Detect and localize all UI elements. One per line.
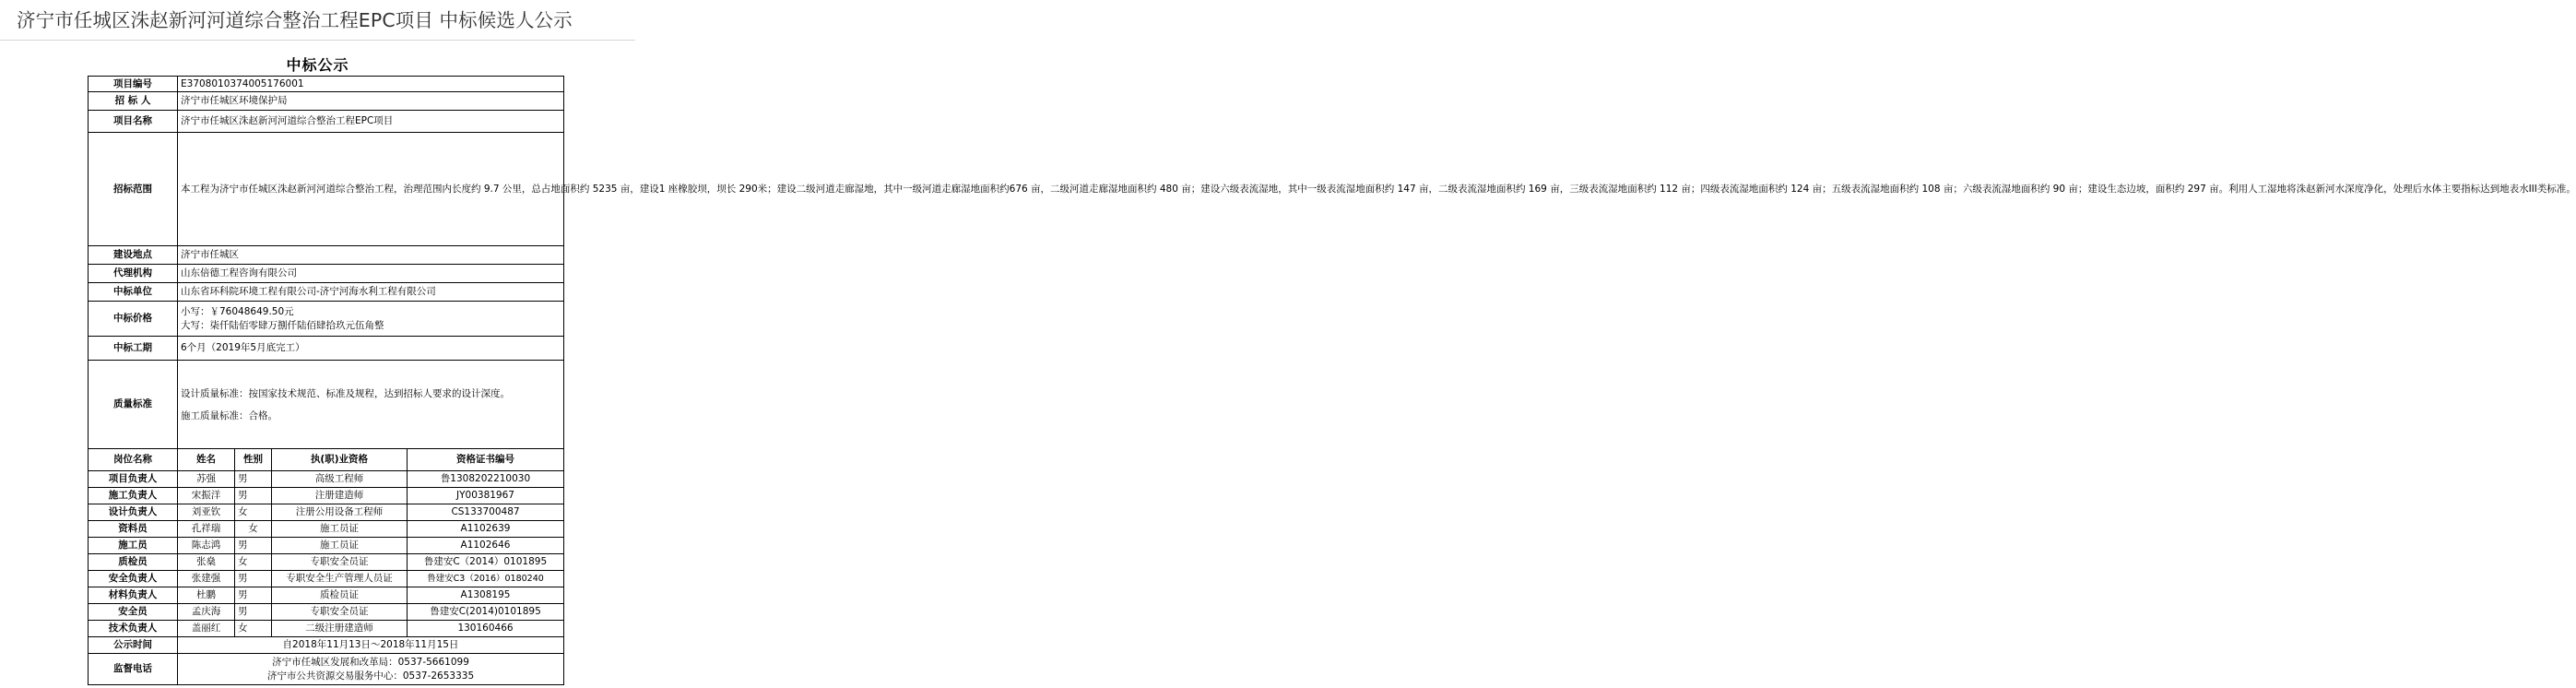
staff-qualification: 专职安全员证 (272, 554, 408, 571)
price-label: 中标价格 (89, 302, 178, 337)
notice-heading: 中标公示 (286, 56, 349, 74)
staff-cert-no: 鲁1308202210030 (408, 471, 564, 488)
staff-cert-no: A1102639 (408, 521, 564, 538)
staff-cert-no: 130160466 (408, 621, 564, 637)
publicity-period-value: 自2018年11月13日～2018年11月15日 (178, 637, 564, 654)
staff-name: 陈志鸿 (178, 538, 235, 554)
staff-row (89, 571, 564, 587)
price-big: 大写：柒仟陆佰零肆万捌仟陆佰肆拾玖元伍角整 (181, 319, 384, 331)
supervision-phone-2: 济宁市公共资源交易服务中心：0537-2653335 (266, 670, 475, 682)
staff-cert-no: JY00381967 (408, 488, 564, 504)
project-no-label: 项目编号 (89, 77, 178, 92)
staff-gender: 女 (235, 621, 272, 637)
staff-cert-no: A1102646 (408, 538, 564, 554)
quality-value (178, 361, 564, 449)
staff-gender: 男 (235, 587, 272, 604)
row-project-no (89, 77, 564, 92)
staff-role: 安全员 (89, 604, 178, 621)
staff-cert-no: 鲁建安C(2014)0101895 (408, 604, 564, 621)
project-name-value: 济宁市任城区洙赵新河河道综合整治工程EPC项目 (178, 111, 564, 133)
staff-cert-no: CS133700487 (408, 504, 564, 521)
staff-name: 张燊 (178, 554, 235, 571)
staff-cert-no: 鲁建安C3（2016）0180240 (408, 571, 564, 587)
staff-header: 姓名 (178, 449, 235, 471)
tenderer-value: 济宁市任城区环境保护局 (178, 92, 564, 111)
winner-label: 中标单位 (89, 283, 178, 302)
staff-row (89, 554, 564, 571)
staff-name: 孔祥瑞 (178, 521, 235, 538)
tenderer-label: 招 标 人 (89, 92, 178, 111)
row-tenderer (89, 92, 564, 111)
row-location (89, 246, 564, 265)
staff-row (89, 471, 564, 488)
project-name-label: 项目名称 (89, 111, 178, 133)
staff-qualification: 注册建造师 (272, 488, 408, 504)
winner-value: 山东省环科院环境工程有限公司-济宁河海水利工程有限公司 (178, 283, 564, 302)
staff-role: 施工负责人 (89, 488, 178, 504)
title-divider (0, 40, 635, 41)
staff-role: 安全负责人 (89, 571, 178, 587)
staff-gender: 女 (235, 521, 272, 538)
staff-cert-no: 鲁建安C（2014）0101895 (408, 554, 564, 571)
quality-construction: 施工质量标准：合格。 (181, 409, 278, 421)
staff-qualification: 专职安全员证 (272, 604, 408, 621)
staff-row (89, 587, 564, 604)
staff-name: 孟庆海 (178, 604, 235, 621)
staff-row (89, 504, 564, 521)
staff-gender: 女 (235, 554, 272, 571)
row-period (89, 337, 564, 361)
staff-row (89, 488, 564, 504)
staff-row (89, 621, 564, 637)
staff-row (89, 521, 564, 538)
staff-role: 材料负责人 (89, 587, 178, 604)
staff-role: 质检员 (89, 554, 178, 571)
staff-header: 岗位名称 (89, 449, 178, 471)
staff-qualification: 施工员证 (272, 538, 408, 554)
staff-qualification: 二级注册建造师 (272, 621, 408, 637)
staff-gender: 男 (235, 488, 272, 504)
staff-name: 张建强 (178, 571, 235, 587)
scope-value: 本工程为济宁市任城区洙赵新河河道综合整治工程，治理范围内长度约 9.7 公里，总占地面积约 5235 亩，建设1 座橡胶坝，坝长 290米；建设二级河道走廊湿地，其中一级河道走廊湿地面积约676 亩，二级河道走廊湿地面积约 480 亩；建设六级表流湿地，其中一级表流湿地面积约 147 亩，二级表流湿地面积约 169 亩，三级表流湿地面积约 112 亩；四级表流湿地面积约 124 亩；五级表流湿地面积约 108 亩；六级表流湿地面积约 90 亩；建设生态边坡，面积约 297 亩。利用人工湿地将洙赵新河水深度净化，处理后水体主要指标达到地表水III类标准。 (178, 133, 564, 246)
agency-value: 山东倍德工程咨询有限公司 (178, 265, 564, 283)
supervision-label: 监督电话 (89, 654, 178, 685)
staff-row (89, 538, 564, 554)
location-label: 建设地点 (89, 246, 178, 265)
row-project-name (89, 111, 564, 133)
agency-label: 代理机构 (89, 265, 178, 283)
supervision-value (178, 654, 564, 685)
staff-role: 技术负责人 (89, 621, 178, 637)
staff-gender: 男 (235, 571, 272, 587)
row-supervision (89, 654, 564, 685)
staff-role: 资料员 (89, 521, 178, 538)
staff-gender: 女 (235, 504, 272, 521)
staff-header: 资格证书编号 (408, 449, 564, 471)
price-value (178, 302, 564, 337)
row-publicity-period (89, 637, 564, 654)
staff-gender: 男 (235, 471, 272, 488)
staff-row (89, 604, 564, 621)
project-no-value: E3708010374005176001 (178, 77, 564, 92)
staff-role: 施工员 (89, 538, 178, 554)
row-quality (89, 361, 564, 449)
page-title: 济宁市任城区洙赵新河河道综合整治工程EPC项目 中标候选人公示 (17, 9, 573, 31)
staff-name: 杜鹏 (178, 587, 235, 604)
staff-qualification: 注册公用设备工程师 (272, 504, 408, 521)
notice-table (88, 76, 2576, 685)
row-winner (89, 283, 564, 302)
period-label: 中标工期 (89, 337, 178, 361)
staff-name: 苏强 (178, 471, 235, 488)
staff-role: 项目负责人 (89, 471, 178, 488)
staff-name: 刘亚钦 (178, 504, 235, 521)
staff-header: 性别 (235, 449, 272, 471)
row-scope (89, 133, 564, 246)
staff-role: 设计负责人 (89, 504, 178, 521)
staff-qualification: 施工员证 (272, 521, 408, 538)
staff-header-row (89, 449, 564, 471)
staff-cert-no: A1308195 (408, 587, 564, 604)
publicity-period-label: 公示时间 (89, 637, 178, 654)
scope-label: 招标范围 (89, 133, 178, 246)
staff-qualification: 专职安全生产管理人员证 (272, 571, 408, 587)
quality-design: 设计质量标准：按国家技术规范、标准及规程，达到招标人要求的设计深度。 (181, 387, 510, 399)
staff-gender: 男 (235, 604, 272, 621)
staff-qualification: 高级工程师 (272, 471, 408, 488)
staff-name: 宋振洋 (178, 488, 235, 504)
period-value: 6个月（2019年5月底完工） (178, 337, 564, 361)
staff-header: 执(职)业资格 (272, 449, 408, 471)
staff-name: 盖丽红 (178, 621, 235, 637)
row-agency (89, 265, 564, 283)
staff-gender: 男 (235, 538, 272, 554)
staff-qualification: 质检员证 (272, 587, 408, 604)
price-small: 小写：￥76048649.50元 (181, 305, 294, 317)
quality-label: 质量标准 (89, 361, 178, 449)
row-price (89, 302, 564, 337)
location-value: 济宁市任城区 (178, 246, 564, 265)
supervision-phone-1: 济宁市任城区发展和改革局：0537-5661099 (272, 656, 469, 668)
